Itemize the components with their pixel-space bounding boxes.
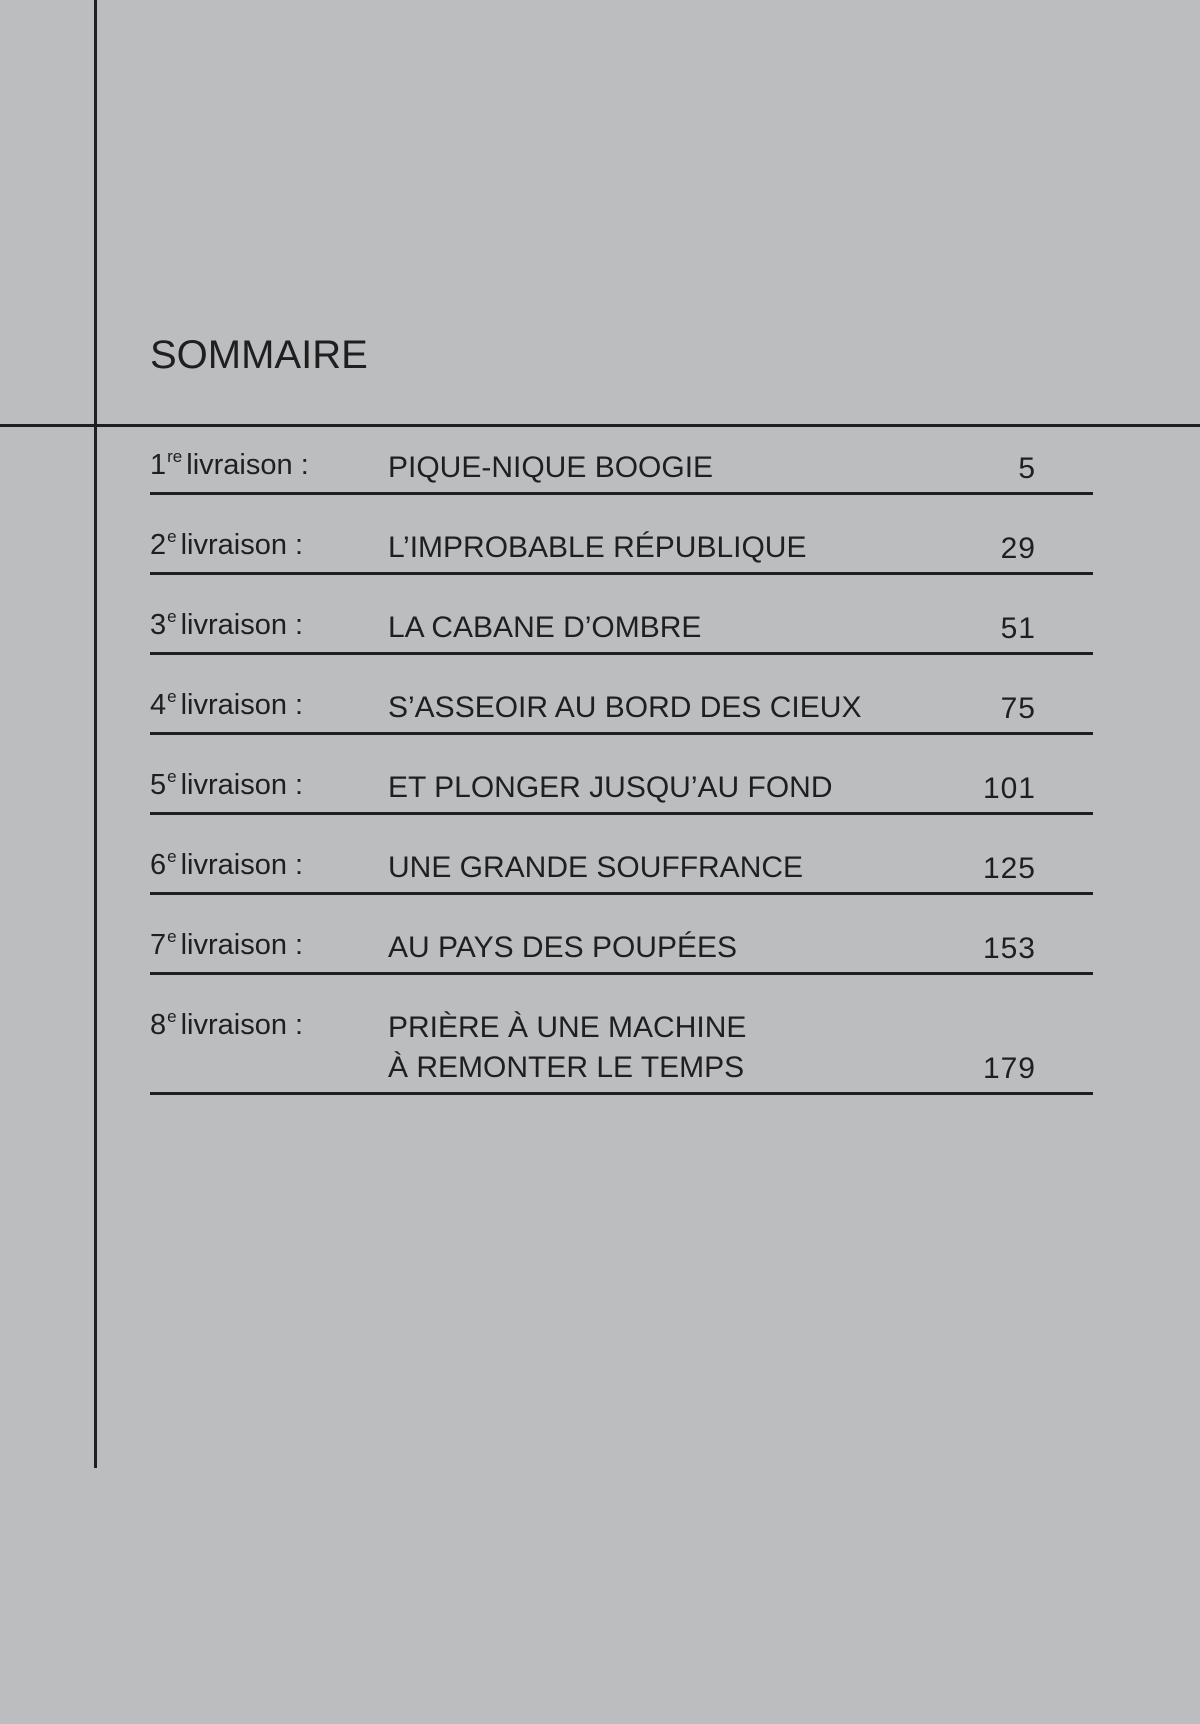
page-number: 75	[1000, 692, 1036, 725]
chapter-title: PIQUE-NIQUE BOOGIE	[388, 451, 714, 484]
page-title: SOMMAIRE	[150, 333, 368, 377]
table-of-contents	[150, 444, 1093, 1124]
page-number: 153	[982, 932, 1036, 965]
page-number: 51	[1000, 612, 1036, 645]
chapter-title: AU PAYS DES POUPÉES	[388, 931, 737, 964]
entry-label: 6e livraison :	[150, 847, 304, 881]
entry-label: 7e livraison :	[150, 927, 304, 961]
chapter-title: PRIÈRE À UNE MACHINE À REMONTER LE TEMPS	[388, 1011, 747, 1084]
chapter-title: ET PLONGER JUSQU’AU FOND	[388, 771, 833, 804]
chapter-title: L’IMPROBABLE RÉPUBLIQUE	[388, 531, 807, 564]
entry-label: 3e livraison :	[150, 607, 304, 641]
toc-entry	[150, 764, 1093, 815]
toc-entry	[150, 684, 1093, 735]
entry-label: 2e livraison :	[150, 527, 304, 561]
vertical-rule	[94, 0, 97, 1468]
page-number: 29	[1000, 532, 1036, 565]
entry-label: 8e livraison :	[150, 1007, 304, 1041]
page-number: 125	[982, 852, 1036, 885]
page-number: 179	[982, 1052, 1036, 1085]
page-number: 5	[1018, 452, 1036, 485]
page-number: 101	[982, 772, 1036, 805]
chapter-title: LA CABANE D’OMBRE	[388, 611, 702, 644]
entry-label: 5e livraison :	[150, 767, 304, 801]
toc-entry	[150, 924, 1093, 975]
chapter-title: UNE GRANDE SOUFFRANCE	[388, 851, 804, 884]
toc-entry	[150, 844, 1093, 895]
toc-entry	[150, 444, 1093, 495]
entry-label: 4e livraison :	[150, 687, 304, 721]
toc-entry	[150, 1004, 1093, 1095]
toc-entry	[150, 604, 1093, 655]
chapter-title: S’ASSEOIR AU BORD DES CIEUX	[388, 691, 862, 724]
entry-label: 1re livraison :	[150, 447, 309, 481]
toc-entry	[150, 524, 1093, 575]
horizontal-rule	[0, 424, 1200, 427]
